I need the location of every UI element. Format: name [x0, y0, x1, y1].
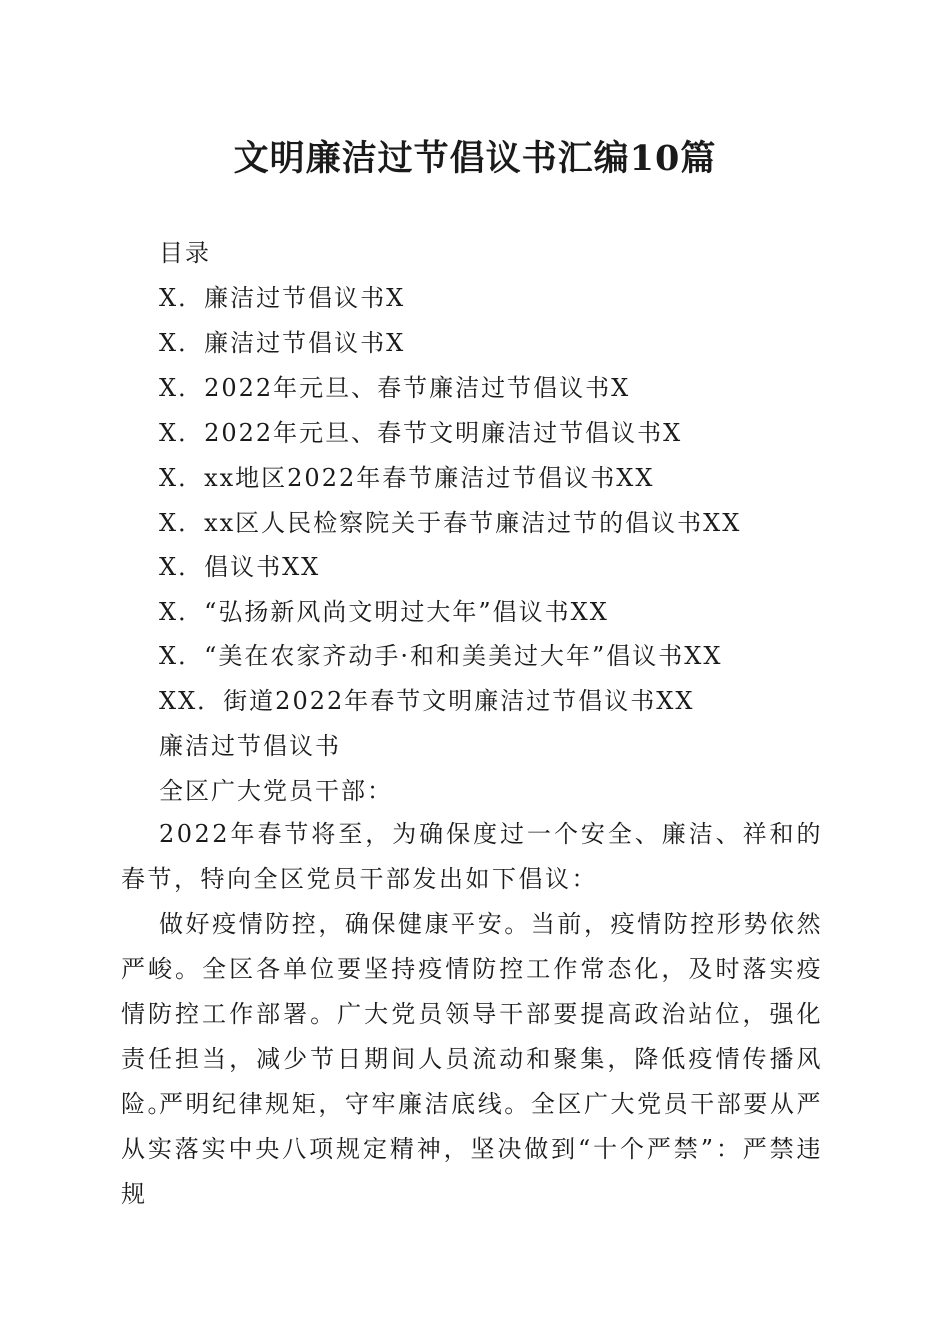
- body-paragraph: 做好疫情防控，确保健康平安。当前，疫情防控形势依然严峻。全区各单位要坚持疫情防控工作常态化，及时落实疫情防控工作部署。广大党员领导干部要提高政治站位，强化责任担当，减少节日期间人员流动和聚集，降低疫情传播风险。: [121, 910, 823, 1118]
- salutation: 全区广大党员干部：: [159, 777, 393, 805]
- toc-item: X．2022年元旦、春节文明廉洁过节倡议书X: [159, 419, 683, 447]
- toc-item: X．“美在农家齐动手·和和美美过大年”倡议书XX: [159, 642, 723, 670]
- toc-item: XX．街道2022年春节文明廉洁过节倡议书XX: [159, 687, 695, 715]
- body-paragraph: 2022年春节将至，为确保度过一个安全、廉洁、祥和的春节，特向全区党员干部发出如下倡议：: [121, 820, 823, 893]
- toc-item: X．xx地区2022年春节廉洁过节倡议书XX: [159, 464, 655, 492]
- body-paragraph: 严明纪律规矩，守牢廉洁底线。全区广大党员干部要从严从实落实中央八项规定精神，坚决做到“十个严禁”：严禁违规: [121, 1090, 823, 1208]
- toc-heading: 目录: [159, 239, 211, 267]
- toc-item: X．廉洁过节倡议书X: [159, 284, 406, 312]
- document-title: 文明廉洁过节倡议书汇编10篇: [233, 138, 717, 179]
- toc-item: X．廉洁过节倡议书X: [159, 329, 406, 357]
- toc-item: X．xx区人民检察院关于春节廉洁过节的倡议书XX: [159, 509, 742, 537]
- toc-item: X．倡议书XX: [159, 553, 321, 581]
- section-title: 廉洁过节倡议书: [159, 732, 341, 760]
- toc-item: X．2022年元旦、春节廉洁过节倡议书X: [159, 374, 631, 402]
- toc-item: X．“弘扬新风尚文明过大年”倡议书XX: [159, 598, 609, 626]
